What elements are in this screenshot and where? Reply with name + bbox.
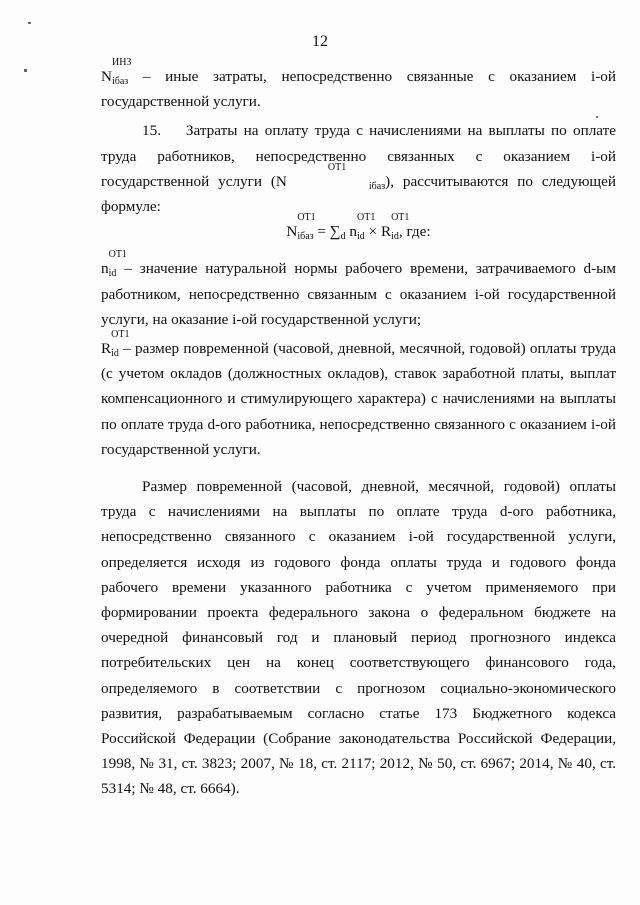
- scan-artifact-mark: [24, 69, 27, 72]
- formula-times: ×: [364, 223, 381, 241]
- symbol-n-id: [101, 249, 127, 280]
- symbol-superscript: ОТ1: [327, 161, 347, 173]
- definition-n-id-text: – значение натуральной нормы рабочего времени, затрачиваемого d-ым работником, непосредственно связанным с оказанием i-ой государственной услуги, на оказание i-ой государственной услуги;: [101, 260, 616, 328]
- definition-r-id-text: – размер повременной (часовой, дневной, месячной, годовой) оплаты труда (с учетом окладов (должностных окладов), ставок заработной платы, выплат компенсационного и стимулирующего характера) с начислениями на выплаты по оплате труда d-ого работника, непосредственно связанного с оказанием i-ой государственной услуги.: [101, 340, 616, 458]
- sum-sign: ∑: [329, 223, 341, 241]
- formula-r-id: [380, 212, 410, 243]
- formula-lhs: [286, 212, 316, 243]
- symbol-base: n: [101, 260, 109, 278]
- page-number: 12: [312, 33, 328, 50]
- symbol-subscript: id: [391, 231, 399, 243]
- symbol-subscript: id: [356, 231, 365, 243]
- symbol-superscript: ОТ1: [111, 329, 130, 341]
- symbol-r-id: [101, 329, 130, 360]
- paragraph-salary-calculation: Размер повременной (часовой, дневной, месячной, годовой) оплаты труда с начислениями на выплаты по оплате труда d-ого работника, непосредственно связанного с оказанием i-ой государственной услуги, определяется исходя из годового фонда оплаты труда и годового фонда рабочего времени указанного работника с учетом применяемого при формировании проекта федерального закона о федеральном бюджете на очередной финансовый год и плановый период прогнозного индекса потребительских цен на конец соответствующего финансового года, определяемого в соответствии с прогнозом социально-экономического развития, разрабатываемым согласно статье 173 Бюджетного кодекса Российской Федерации (Собрание законодательства Российской Федерации, 1998, № 31, ст. 3823; 2007, № 18, ст. 2117; 2012, № 50, ст. 6967; 2014, № 40, ст. 5314; № 48, ст. 6664).: [101, 478, 616, 798]
- formula-equals: =: [313, 223, 330, 241]
- symbol-indices: [297, 212, 316, 244]
- paragraph-15: [101, 118, 616, 219]
- symbol-n-inz: [101, 57, 132, 87]
- scan-artifact-mark: [28, 22, 31, 24]
- symbol-base: N: [275, 172, 287, 190]
- symbol-base: R: [380, 223, 392, 241]
- scan-artifact-mark: [596, 116, 598, 118]
- symbol-indices: [108, 249, 127, 281]
- paragraph-15-text-b: ), рассчитываются по следующей формуле:: [101, 172, 616, 216]
- symbol-base: N: [101, 68, 112, 85]
- formula: [101, 212, 616, 244]
- symbol-superscript: ОТ1: [356, 212, 376, 224]
- symbol-superscript: ИНЗ: [111, 57, 132, 68]
- symbol-n-ot1-inline: [275, 161, 386, 192]
- symbol-subscript: iбаз: [368, 180, 386, 192]
- formula-sum: [329, 223, 346, 243]
- document-body: [101, 57, 616, 802]
- symbol-indices: [111, 57, 132, 89]
- definition-n-id: [101, 249, 616, 332]
- symbol-subscript: iбаз: [111, 76, 129, 87]
- symbol-subscript: d: [340, 231, 346, 243]
- symbol-superscript: ОТ1: [108, 249, 127, 261]
- definition-n-inz: [101, 57, 616, 114]
- definition-r-id: [101, 329, 616, 462]
- symbol-superscript: ОТ1: [297, 212, 316, 224]
- symbol-superscript: ОТ1: [391, 212, 410, 224]
- symbol-indices: [356, 212, 376, 244]
- symbol-base: n: [349, 223, 357, 241]
- symbol-indices: [391, 212, 410, 244]
- symbol-base: N: [286, 223, 298, 241]
- paragraph-15-text-a: 15. Затраты на оплату труда с начислениями на выплаты по оплате труда работников, непосредственно связанных с оказанием i-ой государственной услуги (: [101, 122, 616, 190]
- symbol-subscript: iбаз: [297, 231, 314, 243]
- symbol-indices: [287, 161, 386, 194]
- symbol-subscript: id: [111, 348, 119, 360]
- formula-n-id: [349, 212, 376, 243]
- definition-n-inz-text: – иные затраты, непосредственно связанные с оказанием i-ой государственной услуги.: [101, 68, 616, 111]
- sum-index: [341, 219, 346, 244]
- symbol-indices: [111, 329, 130, 361]
- formula-tail: , где:: [398, 223, 431, 241]
- symbol-base: R: [101, 340, 112, 358]
- symbol-subscript: id: [108, 268, 117, 280]
